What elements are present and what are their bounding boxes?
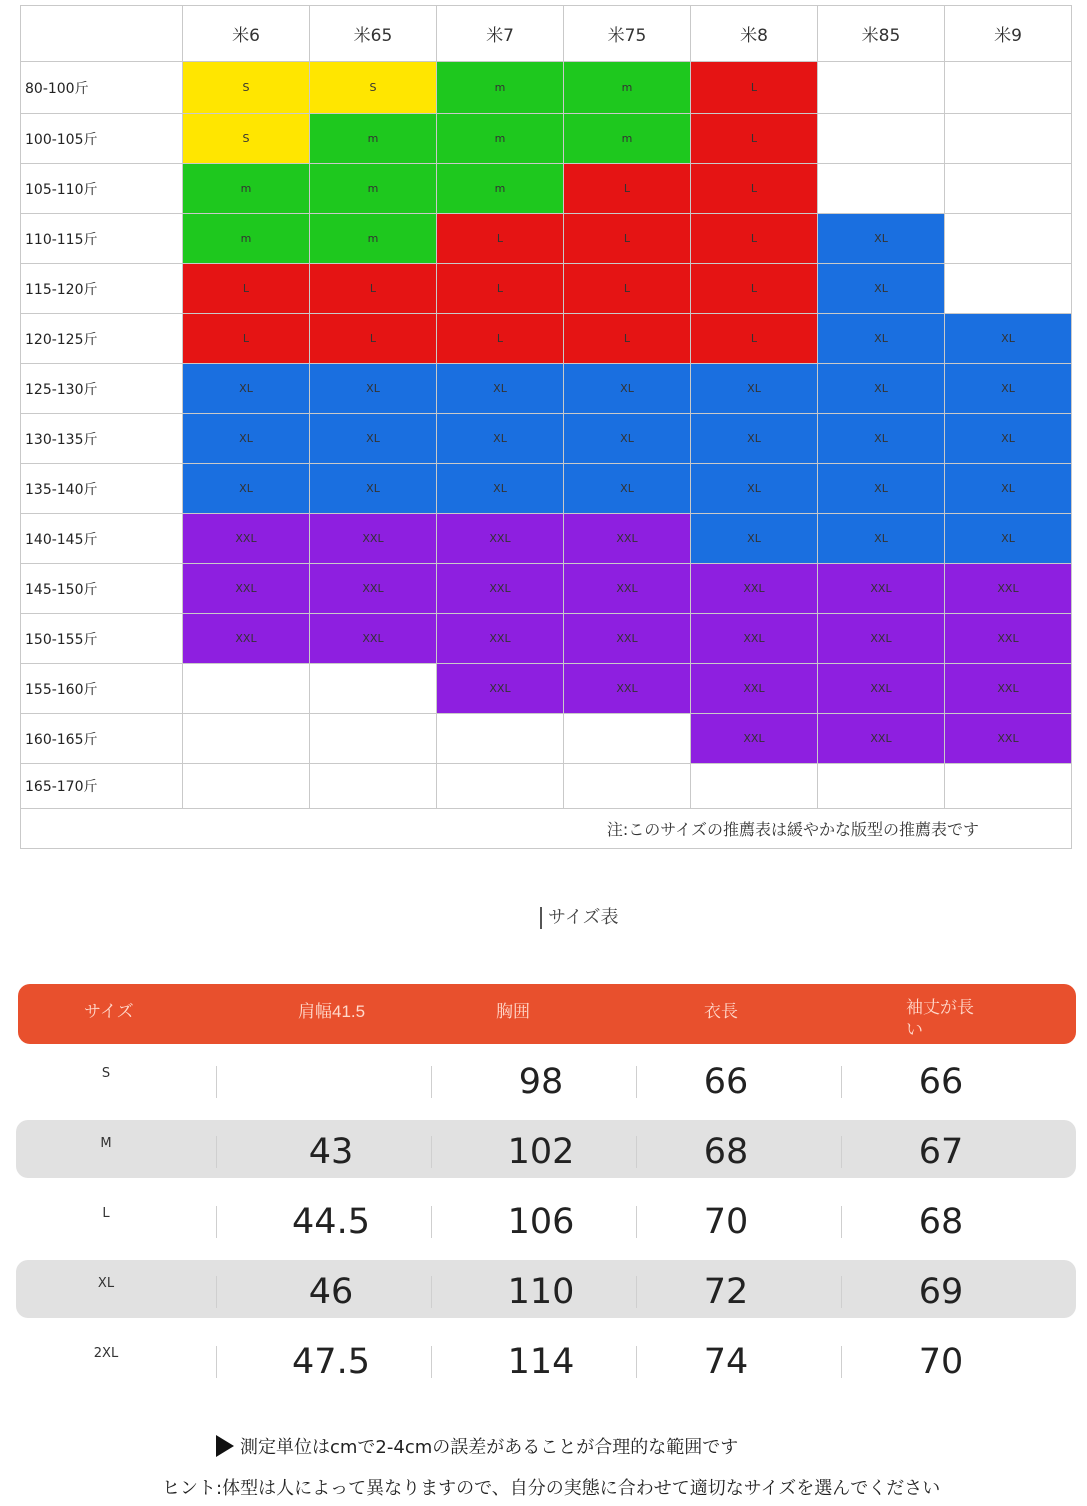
- size-cell: m: [437, 62, 564, 114]
- column-divider: [216, 1136, 217, 1168]
- weight-row: [21, 514, 1072, 564]
- column-divider: [841, 1206, 842, 1238]
- size-cell: [945, 114, 1072, 164]
- size-label: M: [100, 1136, 112, 1151]
- size-label: XL: [97, 1276, 115, 1291]
- size-row: [16, 1190, 1076, 1248]
- size-cell: [945, 164, 1072, 214]
- size-cell: L: [183, 264, 310, 314]
- size-cell: [564, 714, 691, 764]
- size-cell: L: [183, 314, 310, 364]
- column-divider: [841, 1136, 842, 1168]
- measurement-value: 43: [308, 1132, 354, 1172]
- weight-row: [21, 62, 1072, 114]
- header-shoulder: 肩幅41.5: [298, 1002, 366, 1021]
- weight-row: [21, 164, 1072, 214]
- column-divider: [636, 1346, 637, 1378]
- size-label: S: [101, 1066, 111, 1081]
- weight-row: [21, 114, 1072, 164]
- size-cell: XL: [564, 414, 691, 464]
- size-cell: XXL: [691, 664, 818, 714]
- size-cell: XXL: [945, 664, 1072, 714]
- size-cell: XXL: [564, 514, 691, 564]
- height-col-header: 米7: [437, 6, 564, 62]
- size-cell: [183, 664, 310, 714]
- size-cell: XXL: [310, 564, 437, 614]
- play-triangle-icon: [216, 1435, 234, 1457]
- size-cell: XXL: [945, 564, 1072, 614]
- column-divider: [216, 1066, 217, 1098]
- weight-label: 130-135斤: [21, 414, 183, 464]
- size-cell: XL: [945, 364, 1072, 414]
- measurement-value: 106: [507, 1202, 575, 1242]
- size-cell: [310, 664, 437, 714]
- size-cell: [691, 764, 818, 809]
- size-cell: XL: [818, 414, 945, 464]
- size-cell: L: [564, 214, 691, 264]
- size-cell: XXL: [691, 564, 818, 614]
- column-divider: [636, 1066, 637, 1098]
- size-cell: XL: [564, 464, 691, 514]
- column-divider: [216, 1206, 217, 1238]
- weight-label: 105-110斤: [21, 164, 183, 214]
- size-cell: XL: [945, 314, 1072, 364]
- column-divider: [636, 1136, 637, 1168]
- measurement-note-text: 測定単位はcmで2-4cmの誤差があることが合理的な範囲です: [240, 1437, 739, 1458]
- height-col-header: 米65: [310, 6, 437, 62]
- grid-note: 注:このサイズの推薦表は緩やかな版型の推薦表です: [21, 809, 1072, 849]
- size-cell: L: [564, 314, 691, 364]
- height-header-row: [21, 6, 1072, 62]
- size-cell: L: [437, 314, 564, 364]
- header-length: 衣長: [704, 1002, 738, 1021]
- size-cell: XL: [564, 364, 691, 414]
- size-cell: XL: [437, 414, 564, 464]
- note-row: [21, 809, 1072, 849]
- height-col-header: 米6: [183, 6, 310, 62]
- size-cell: L: [691, 264, 818, 314]
- height-col-header: 米8: [691, 6, 818, 62]
- size-row: [16, 1260, 1076, 1318]
- recommendation-table: [20, 5, 1072, 849]
- size-cell: XL: [818, 264, 945, 314]
- measurement-value: 68: [703, 1132, 749, 1172]
- size-cell: m: [564, 114, 691, 164]
- size-cell: XXL: [183, 614, 310, 664]
- size-recommendation-grid: [20, 5, 1072, 843]
- weight-label: 125-130斤: [21, 364, 183, 414]
- measurement-value: 67: [918, 1132, 964, 1172]
- weight-label: 115-120斤: [21, 264, 183, 314]
- height-col-header: 米9: [945, 6, 1072, 62]
- size-cell: [945, 214, 1072, 264]
- size-cell: XXL: [183, 564, 310, 614]
- size-label: 2XL: [93, 1346, 119, 1361]
- weight-row: [21, 714, 1072, 764]
- size-cell: [437, 714, 564, 764]
- size-cell: L: [437, 214, 564, 264]
- size-cell: XL: [818, 514, 945, 564]
- column-divider: [431, 1206, 432, 1238]
- size-cell: XL: [818, 314, 945, 364]
- weight-label: 120-125斤: [21, 314, 183, 364]
- size-cell: XXL: [564, 664, 691, 714]
- size-cell: [818, 764, 945, 809]
- weight-label: 110-115斤: [21, 214, 183, 264]
- size-cell: XL: [691, 414, 818, 464]
- size-cell: XXL: [310, 514, 437, 564]
- measurement-value: 74: [703, 1342, 749, 1382]
- weight-row: [21, 614, 1072, 664]
- size-cell: L: [691, 214, 818, 264]
- weight-row: [21, 564, 1072, 614]
- column-divider: [636, 1276, 637, 1308]
- size-cell: m: [437, 164, 564, 214]
- size-cell: XL: [945, 514, 1072, 564]
- size-cell: L: [691, 62, 818, 114]
- size-cell: m: [310, 114, 437, 164]
- column-divider: [431, 1136, 432, 1168]
- column-divider: [841, 1066, 842, 1098]
- size-cell: m: [310, 164, 437, 214]
- size-cell: XXL: [183, 514, 310, 564]
- size-cell: S: [310, 62, 437, 114]
- size-cell: XXL: [437, 614, 564, 664]
- measurement-value: 114: [507, 1342, 575, 1382]
- size-cell: [183, 714, 310, 764]
- corner-cell: [21, 6, 183, 62]
- height-col-header: 米85: [818, 6, 945, 62]
- weight-row: [21, 414, 1072, 464]
- weight-row: [21, 214, 1072, 264]
- weight-row: [21, 764, 1072, 809]
- measurement-value: 69: [918, 1272, 964, 1312]
- size-cell: [310, 764, 437, 809]
- weight-label: 100-105斤: [21, 114, 183, 164]
- size-cell: XL: [310, 414, 437, 464]
- size-row: [16, 1120, 1076, 1178]
- weight-label: 135-140斤: [21, 464, 183, 514]
- measurement-note: [216, 1433, 738, 1459]
- size-cell: m: [183, 164, 310, 214]
- height-col-header: 米75: [564, 6, 691, 62]
- size-cell: XL: [945, 414, 1072, 464]
- weight-row: [21, 364, 1072, 414]
- column-divider: [216, 1276, 217, 1308]
- size-cell: XXL: [818, 614, 945, 664]
- measurement-value: 47.5: [292, 1342, 370, 1382]
- size-cell: XXL: [945, 714, 1072, 764]
- weight-row: [21, 314, 1072, 364]
- size-cell: L: [310, 264, 437, 314]
- column-divider: [216, 1346, 217, 1378]
- size-cell: [310, 714, 437, 764]
- size-cell: XL: [691, 514, 818, 564]
- measurement-value: 68: [918, 1202, 964, 1242]
- measurement-value: 110: [507, 1272, 575, 1312]
- size-cell: XL: [183, 414, 310, 464]
- weight-label: 140-145斤: [21, 514, 183, 564]
- size-cell: L: [437, 264, 564, 314]
- size-cell: XXL: [564, 614, 691, 664]
- size-cell: XXL: [945, 614, 1072, 664]
- size-table-header: [18, 984, 1076, 1044]
- weight-row: [21, 264, 1072, 314]
- measurement-value: 46: [308, 1272, 354, 1312]
- size-cell: [945, 62, 1072, 114]
- size-cell: m: [310, 214, 437, 264]
- size-cell: [945, 264, 1072, 314]
- size-cell: L: [691, 164, 818, 214]
- weight-label: 160-165斤: [21, 714, 183, 764]
- size-cell: XXL: [564, 564, 691, 614]
- size-cell: XXL: [691, 714, 818, 764]
- size-cell: XL: [818, 464, 945, 514]
- size-cell: XL: [183, 364, 310, 414]
- weight-label: 145-150斤: [21, 564, 183, 614]
- weight-label: 155-160斤: [21, 664, 183, 714]
- size-cell: [564, 764, 691, 809]
- size-cell: L: [564, 164, 691, 214]
- size-cell: XL: [818, 364, 945, 414]
- column-divider: [636, 1206, 637, 1238]
- size-cell: XL: [183, 464, 310, 514]
- size-cell: XL: [437, 464, 564, 514]
- weight-row: [21, 464, 1072, 514]
- size-cell: S: [183, 62, 310, 114]
- size-cell: XXL: [818, 664, 945, 714]
- size-table-caption: サイズ表: [540, 907, 619, 929]
- size-row: [16, 1050, 1076, 1108]
- size-cell: XXL: [437, 664, 564, 714]
- size-cell: XL: [437, 364, 564, 414]
- weight-row: [21, 664, 1072, 714]
- measurement-value: 98: [518, 1062, 564, 1102]
- size-label: L: [102, 1206, 110, 1221]
- size-row: [16, 1330, 1076, 1388]
- column-divider: [841, 1346, 842, 1378]
- size-cell: L: [691, 314, 818, 364]
- size-cell: m: [183, 214, 310, 264]
- size-cell: [818, 62, 945, 114]
- size-cell: [945, 764, 1072, 809]
- size-cell: m: [564, 62, 691, 114]
- column-divider: [841, 1276, 842, 1308]
- size-cell: XL: [310, 464, 437, 514]
- size-cell: XL: [691, 364, 818, 414]
- measurement-value: 70: [703, 1202, 749, 1242]
- measurement-value: 102: [507, 1132, 575, 1172]
- size-cell: XXL: [437, 514, 564, 564]
- size-cell: [818, 164, 945, 214]
- size-cell: L: [691, 114, 818, 164]
- column-divider: [431, 1066, 432, 1098]
- size-cell: XXL: [818, 714, 945, 764]
- size-cell: m: [437, 114, 564, 164]
- size-cell: XL: [818, 214, 945, 264]
- column-divider: [431, 1276, 432, 1308]
- header-size: サイズ: [84, 1002, 134, 1021]
- size-cell: XXL: [310, 614, 437, 664]
- hint-text: ヒント:体型は人によって異なりますので、自分の実態に合わせて適切なサイズを選んでください: [162, 1478, 941, 1499]
- size-cell: XXL: [818, 564, 945, 614]
- measurement-value: 72: [703, 1272, 749, 1312]
- column-divider: [431, 1346, 432, 1378]
- size-cell: S: [183, 114, 310, 164]
- size-cell: XL: [691, 464, 818, 514]
- size-cell: XXL: [691, 614, 818, 664]
- size-cell: XXL: [437, 564, 564, 614]
- size-cell: [818, 114, 945, 164]
- measurement-value: 66: [703, 1062, 749, 1102]
- weight-label: 80-100斤: [21, 62, 183, 114]
- weight-label: 150-155斤: [21, 614, 183, 664]
- size-cell: L: [564, 264, 691, 314]
- size-cell: L: [310, 314, 437, 364]
- header-sleeve: 袖丈が長い: [906, 998, 974, 1039]
- measurement-value: 70: [918, 1342, 964, 1382]
- measurement-value: 66: [918, 1062, 964, 1102]
- weight-label: 165-170斤: [21, 764, 183, 809]
- size-cell: [183, 764, 310, 809]
- header-chest: 胸囲: [496, 1002, 530, 1021]
- size-cell: [437, 764, 564, 809]
- size-cell: XL: [945, 464, 1072, 514]
- size-cell: XL: [310, 364, 437, 414]
- measurement-value: 44.5: [292, 1202, 370, 1242]
